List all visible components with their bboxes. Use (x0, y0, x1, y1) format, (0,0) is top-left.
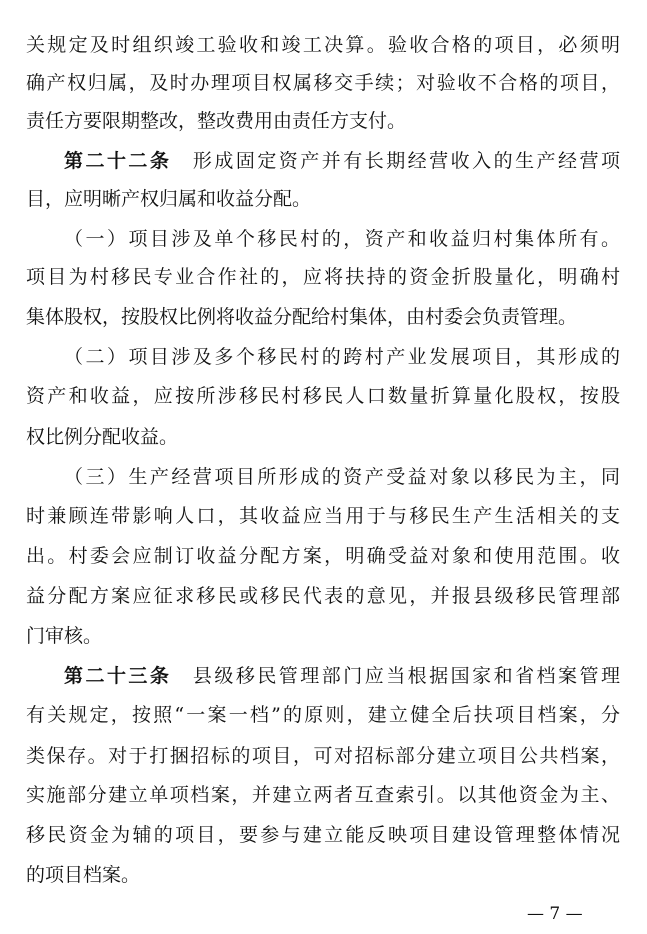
article-23-line (64, 657, 620, 695)
text-line: 移民资金为辅的项目，要参与建立能反映项目建设管理整体情况 (26, 824, 620, 846)
article-22-line (64, 142, 620, 180)
text-line: 权比例分配收益。 (26, 426, 179, 448)
text-line: 集体股权，按股权比例将收益分配给村集体，由村委会负责管理。 (26, 306, 578, 328)
text-line: （一）项目涉及单个移民村的，资产和收益归村集体所有。 (64, 228, 620, 250)
text-line: 确产权归属，及时办理项目权属移交手续；对验收不合格的项目， (26, 72, 620, 94)
article-23-heading: 第二十三条 (64, 665, 172, 687)
text-line: 实施部分建立单项档案，并建立两者互查索引。以其他资金为主、 (26, 784, 620, 806)
text-line: 类保存。对于打捆招标的项目，可对招标部分建立项目公共档案， (26, 745, 620, 767)
text-line: 益分配方案应征求移民或移民代表的意见，并报县级移民管理部 (26, 585, 620, 607)
text-line: 的项目档案。 (26, 864, 141, 886)
text-line: 时兼顾连带影响人口，其收益应当用于与移民生产生活相关的支 (26, 505, 620, 527)
page-number: — 7 — (527, 904, 583, 924)
text-line: 责任方要限期整改，整改费用由责任方支付。 (26, 110, 407, 132)
text-line: 资产和收益，应按所涉移民村移民人口数量折算量化股权，按股 (26, 385, 620, 407)
text-line: （三）生产经营项目所形成的资产受益对象以移民为主，同 (64, 466, 620, 488)
text-line: 目，应明晰产权归属和收益分配。 (26, 188, 312, 210)
article-23-text: 县级移民管理部门应当根据国家和省档案管理 (192, 665, 620, 687)
article-22-text: 形成固定资产并有长期经营收入的生产经营项 (192, 150, 620, 172)
text-line: （二）项目涉及多个移民村的跨村产业发展项目，其形成的 (64, 346, 620, 368)
text-line: 有关规定，按照“一案一档”的原则，建立健全后扶项目档案，分 (26, 704, 620, 726)
text-line: 关规定及时组织竣工验收和竣工决算。验收合格的项目，必须明 (26, 34, 620, 56)
text-line: 项目为村移民专业合作社的，应将扶持的资金折股量化，明确村 (26, 266, 620, 288)
article-22-heading: 第二十二条 (64, 150, 172, 172)
text-line: 出。村委会应制订收益分配方案，明确受益对象和使用范围。收 (26, 545, 620, 567)
text-line: 门审核。 (26, 625, 103, 647)
